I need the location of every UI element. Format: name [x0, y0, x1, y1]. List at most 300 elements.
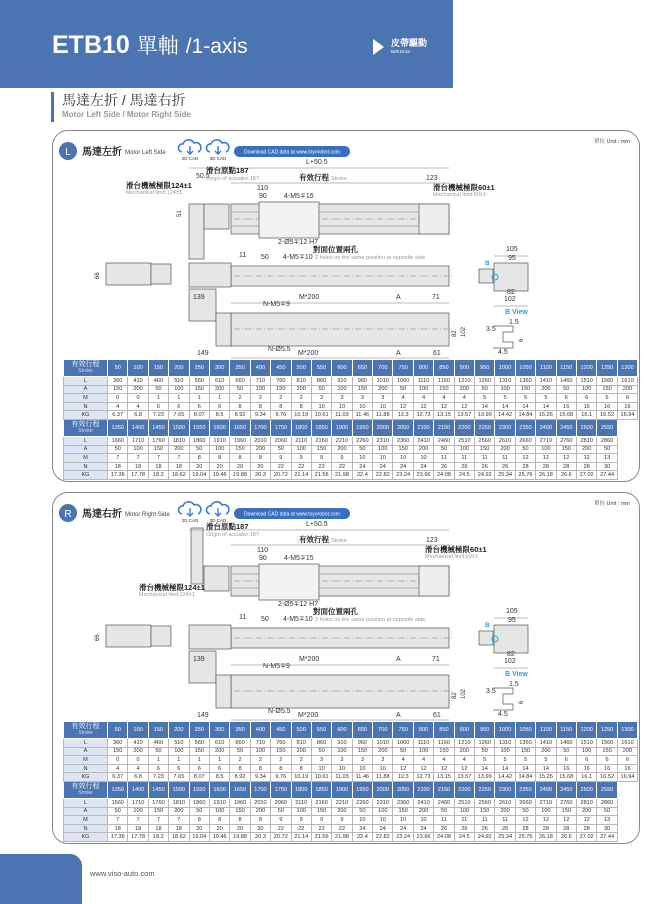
stroke-header-label: [64, 781, 108, 798]
table-cell: 860: [311, 377, 331, 386]
table-cell: 16: [617, 764, 637, 773]
table-cell: 2560: [475, 436, 495, 445]
download-cad-button[interactable]: [234, 508, 350, 519]
dim-label-d45: 4.5: [498, 349, 508, 356]
table-cell: 22: [311, 462, 331, 471]
table-cell: 100: [536, 807, 556, 816]
dim-label-bview: B View: [505, 671, 528, 678]
dim-label-m5-10: 4-M5∓10: [283, 254, 313, 261]
dim-label-d82s: 82: [452, 330, 458, 337]
table-cell: 11.03: [332, 773, 352, 782]
drive-zh: 皮帶驅動: [391, 38, 428, 48]
cloud-download-icon[interactable]: [206, 502, 228, 523]
table-cell: 6: [148, 402, 168, 411]
table-cell: 150: [352, 747, 372, 756]
table-cell: 26: [454, 462, 474, 471]
table-cell: 3: [352, 756, 372, 765]
table-cell: 28: [536, 462, 556, 471]
stroke-value: 800: [413, 722, 433, 739]
dim-label-d505: 50.5: [196, 173, 210, 180]
table-cell: 26: [495, 824, 515, 833]
table-cell: 10: [393, 816, 413, 825]
dim-label-d15: 1.5: [509, 319, 519, 326]
table-cell: 2010: [250, 798, 270, 807]
stroke-value: 450: [271, 360, 291, 377]
table-cell: 100: [495, 747, 515, 756]
motor-right-panel: [52, 492, 640, 844]
table-cell: 1110: [413, 739, 433, 748]
table-cell: 8: [250, 816, 270, 825]
table-cell: 12: [393, 764, 413, 773]
table-cell: 13.57: [454, 773, 474, 782]
dim-label-d110: 110: [257, 185, 269, 192]
stroke-value: 850: [434, 360, 454, 377]
table-cell: 2160: [311, 798, 331, 807]
table-row: [64, 402, 638, 411]
stroke-value: 1150: [556, 360, 576, 377]
stroke-value: 1450: [148, 419, 168, 436]
table-cell: 1760: [148, 798, 168, 807]
dim-label-stroke-en: Stroke: [331, 538, 347, 544]
table-cell: 9: [332, 816, 352, 825]
table-cell: 50: [108, 807, 128, 816]
table-cell: 2510: [454, 798, 474, 807]
stroke-value: 200: [169, 360, 189, 377]
table-cell: 12: [434, 402, 454, 411]
dim-label-d50: 50: [261, 616, 269, 623]
table-cell: 200: [250, 807, 270, 816]
table-cell: 8: [230, 816, 250, 825]
stroke-value: 600: [332, 722, 352, 739]
table-cell: 9: [291, 454, 311, 463]
table-cell: 50: [108, 445, 128, 454]
table-row: [64, 824, 638, 833]
table-cell: 50: [515, 807, 535, 816]
table-cell: 200: [576, 445, 596, 454]
table-cell: 2610: [495, 798, 515, 807]
actuator-side-body: [231, 628, 449, 648]
table-cell: 100: [291, 445, 311, 454]
table-cell: 11.88: [373, 773, 393, 782]
table-cell: 200: [495, 445, 515, 454]
table-cell: 1960: [230, 436, 250, 445]
table-cell: 2760: [556, 798, 576, 807]
table-cell: 10: [311, 764, 331, 773]
stroke-value: 1600: [209, 419, 229, 436]
table-cell: 100: [250, 747, 270, 756]
panel-title-en: Motor Right Side: [125, 512, 170, 518]
cloud-download-icon[interactable]: [206, 140, 228, 161]
table-cell: 13: [597, 816, 617, 825]
table-cell: 2710: [536, 436, 556, 445]
table-cell: 2660: [515, 436, 535, 445]
table-cell: 26.6: [556, 471, 576, 480]
table-cell: 7.65: [169, 773, 189, 782]
table-cell: 6.8: [128, 773, 148, 782]
table-cell: 9: [291, 816, 311, 825]
table-cell: 100: [536, 445, 556, 454]
stroke-value: 400: [250, 722, 270, 739]
table-cell: 21.98: [332, 471, 352, 480]
table-cell: 9.76: [271, 773, 291, 782]
table-cell: 2: [271, 394, 291, 403]
dim-label-opp-zh: 對面位置兩孔: [313, 607, 358, 616]
table-cell: 1060: [393, 739, 413, 748]
dim-label-d149: 149: [197, 350, 209, 357]
side-badge-letter: L: [65, 147, 71, 158]
table-cell: 18: [128, 824, 148, 833]
table-cell: 23.66: [413, 833, 433, 842]
row-label: KG: [64, 471, 108, 480]
table-cell: 12: [393, 402, 413, 411]
table-cell: 19.46: [209, 471, 229, 480]
stroke-value: 2100: [413, 781, 433, 798]
table-cell: 9.76: [271, 411, 291, 420]
table-cell: 22: [291, 462, 311, 471]
motor-flange-side: [151, 626, 171, 646]
dim-label-m5-10: 4-M5∓10: [283, 616, 313, 623]
stroke-header-row: [64, 781, 638, 798]
stroke-value: 1150: [556, 722, 576, 739]
dim-label-m200b: M*200: [298, 712, 319, 719]
download-cad-button[interactable]: [234, 146, 350, 157]
stroke-en: Stroke: [78, 789, 93, 796]
table-cell: 1: [189, 756, 209, 765]
table-cell: 12: [576, 454, 596, 463]
stroke-value: 650: [352, 360, 372, 377]
table-cell: 2610: [495, 436, 515, 445]
table-cell: 20: [230, 462, 250, 471]
stroke-value: 2300: [495, 781, 515, 798]
table-cell: 1: [209, 756, 229, 765]
table-cell: 50: [434, 807, 454, 816]
table-cell: 2360: [393, 798, 413, 807]
table-cell: 16.1: [576, 773, 596, 782]
table-cell: 1860: [189, 798, 209, 807]
table-cell: 16.94: [617, 411, 637, 420]
table-cell: 10.19: [291, 773, 311, 782]
page-header: [0, 0, 453, 88]
table-cell: 150: [434, 747, 454, 756]
table-cell: 19.88: [230, 471, 250, 480]
table-row: [64, 445, 638, 454]
stroke-value: 1250: [597, 722, 617, 739]
table-cell: 10.61: [311, 411, 331, 420]
table-cell: 11.88: [373, 411, 393, 420]
table-cell: 150: [230, 445, 250, 454]
table-cell: 13.99: [475, 773, 495, 782]
stroke-value: 2050: [393, 781, 413, 798]
table-cell: 150: [148, 807, 168, 816]
stroke-value: 1000: [495, 722, 515, 739]
table-cell: 22: [311, 824, 331, 833]
stroke-value: 2350: [515, 781, 535, 798]
axis-zh: 單軸: [136, 35, 179, 58]
table-cell: 21.98: [332, 833, 352, 842]
table-cell: 150: [475, 445, 495, 454]
table-row: [64, 747, 638, 756]
table-cell: 960: [352, 377, 372, 386]
table-cell: 28: [576, 824, 596, 833]
table-cell: 23.66: [413, 471, 433, 480]
motor-top: [191, 528, 203, 584]
table-cell: 10: [311, 402, 331, 411]
table-cell: 100: [454, 807, 474, 816]
table-cell: 20: [189, 824, 209, 833]
table-cell: 24: [373, 824, 393, 833]
cloud-download-icon[interactable]: [178, 502, 200, 523]
dim-label-d35: 3.5: [486, 326, 496, 333]
table-cell: 8.5: [209, 411, 229, 420]
table-cell: 28: [556, 462, 576, 471]
table-cell: 50: [515, 445, 535, 454]
stroke-value: 1800: [291, 781, 311, 798]
table-cell: 1810: [169, 436, 189, 445]
table-cell: 20.72: [271, 833, 291, 842]
table-cell: 24: [373, 462, 393, 471]
table-row: [64, 454, 638, 463]
stroke-en: Stroke: [78, 368, 93, 374]
table-cell: 1260: [475, 739, 495, 748]
axis-en: /1-axis: [185, 35, 248, 58]
table-cell: 1710: [128, 436, 148, 445]
dim-label-n55: N-Ø5.5: [268, 346, 291, 353]
table-cell: 2310: [373, 798, 393, 807]
table-cell: 24: [393, 824, 413, 833]
table-cell: 22.4: [352, 471, 372, 480]
dim-label-d11: 11: [239, 252, 247, 259]
table-cell: 1910: [209, 436, 229, 445]
table-cell: 200: [454, 747, 474, 756]
dim-label-d11: 11: [239, 614, 247, 621]
row-label: N: [64, 764, 108, 773]
table-cell: 6: [597, 756, 617, 765]
download-cad-label: Download CAD data at www.toyorobot.com: [244, 511, 340, 518]
table-cell: 150: [515, 385, 535, 394]
table-cell: 20: [230, 824, 250, 833]
table-cell: 4: [413, 756, 433, 765]
dim-label-d139: 139: [193, 656, 205, 663]
table-cell: 14: [475, 402, 495, 411]
table-cell: 200: [250, 445, 270, 454]
table-cell: 50: [230, 385, 250, 394]
table-cell: 8.92: [230, 773, 250, 782]
table-cell: 100: [291, 807, 311, 816]
stroke-value: 100: [128, 722, 148, 739]
table-cell: 3: [373, 394, 393, 403]
table-cell: 5: [475, 394, 495, 403]
table-cell: 2060: [271, 436, 291, 445]
table-cell: 7: [128, 454, 148, 463]
stroke-value: 2250: [475, 419, 495, 436]
table-cell: 1: [148, 756, 168, 765]
table-cell: 16: [576, 402, 596, 411]
stroke-value: 450: [271, 722, 291, 739]
dim-label-d102e: 102: [504, 296, 516, 303]
stroke-value: 1600: [209, 781, 229, 798]
row-label: KG: [64, 773, 108, 782]
table-cell: 100: [128, 807, 148, 816]
side-badge-letter: R: [64, 509, 72, 520]
table-cell: 17.36: [108, 833, 128, 842]
stroke-value: 1850: [311, 781, 331, 798]
table-cell: 1410: [536, 739, 556, 748]
motor-end: [479, 269, 493, 283]
stroke-value: 2150: [434, 781, 454, 798]
table-cell: 200: [128, 747, 148, 756]
table-cell: 50: [352, 807, 372, 816]
table-cell: 2060: [271, 798, 291, 807]
table-cell: 27.02: [576, 471, 596, 480]
table-cell: 18: [148, 462, 168, 471]
motor-end: [479, 631, 493, 645]
stroke-en: Stroke: [78, 427, 93, 434]
table-cell: 14: [515, 402, 535, 411]
row-label: L: [64, 739, 108, 748]
cad-label: 2D CAD: [181, 156, 199, 161]
table-cell: 7: [169, 816, 189, 825]
stroke-value: 500: [291, 722, 311, 739]
coupling-top: [204, 566, 229, 591]
slider-block: [259, 564, 319, 600]
table-cell: 18: [128, 462, 148, 471]
table-cell: 1160: [434, 739, 454, 748]
stroke-value: 2450: [556, 419, 576, 436]
table-cell: 22: [332, 824, 352, 833]
table-cell: 8: [209, 454, 229, 463]
table-cell: 16: [597, 402, 617, 411]
table-row: [64, 385, 638, 394]
table-cell: 5: [495, 756, 515, 765]
table-cell: 25.34: [495, 471, 515, 480]
stroke-value: 2100: [413, 419, 433, 436]
stroke-value: 1500: [169, 419, 189, 436]
table-cell: 1660: [108, 436, 128, 445]
table-cell: 200: [291, 385, 311, 394]
stroke-value: 950: [475, 360, 495, 377]
row-label: L: [64, 798, 108, 807]
table-cell: 1510: [576, 739, 596, 748]
table-cell: 4: [393, 394, 413, 403]
table-cell: 27.02: [576, 833, 596, 842]
stroke-value: 50: [108, 360, 128, 377]
table-cell: 13.15: [434, 411, 454, 420]
cloud-download-icon[interactable]: [178, 140, 200, 161]
table-cell: 100: [128, 445, 148, 454]
stroke-value: 250: [189, 360, 209, 377]
table-cell: 10: [373, 454, 393, 463]
table-cell: 150: [311, 807, 331, 816]
table-cell: 410: [128, 377, 148, 386]
stroke-value: 2550: [597, 419, 617, 436]
table-cell: 7: [128, 816, 148, 825]
table-cell: 4: [128, 764, 148, 773]
table-cell: 200: [128, 385, 148, 394]
table-cell: 28: [515, 824, 535, 833]
dim-label-m200a: M*200: [299, 656, 320, 663]
table-cell: 2860: [597, 436, 617, 445]
table-cell: 8: [291, 402, 311, 411]
table-row: [64, 739, 638, 748]
table-cell: 14.84: [515, 773, 535, 782]
slider-block: [259, 202, 319, 238]
table-cell: 24.92: [475, 833, 495, 842]
table-cell: 8: [209, 816, 229, 825]
table-cell: 26: [434, 462, 454, 471]
table-cell: 16.52: [597, 411, 617, 420]
table-cell: 12: [454, 764, 474, 773]
table-row: [64, 833, 638, 842]
dim-label-bview: B View: [505, 309, 528, 316]
table-cell: 100: [209, 807, 229, 816]
unit-label: 單位 Unit : mm: [593, 501, 630, 507]
page-title: [52, 30, 248, 60]
table-cell: 12.73: [413, 411, 433, 420]
table-cell: 50: [352, 445, 372, 454]
table-cell: 20.3: [250, 833, 270, 842]
table-cell: 16: [576, 764, 596, 773]
table-cell: 1: [189, 394, 209, 403]
row-label: N: [64, 462, 108, 471]
table-cell: 1560: [597, 377, 617, 386]
stroke-value: 500: [291, 360, 311, 377]
table-cell: 200: [617, 747, 637, 756]
table-cell: 14: [536, 402, 556, 411]
dim-label-d50: 50: [261, 254, 269, 261]
table-cell: 7: [108, 454, 128, 463]
table-cell: 6: [556, 756, 576, 765]
table-cell: 25.34: [495, 833, 515, 842]
table-cell: 22: [271, 824, 291, 833]
table-cell: 1: [169, 756, 189, 765]
table-cell: 21.56: [311, 833, 331, 842]
stroke-value: 800: [413, 360, 433, 377]
table-cell: 1210: [454, 739, 474, 748]
table-cell: 7: [148, 816, 168, 825]
table-cell: 100: [209, 445, 229, 454]
table-cell: 27.44: [597, 833, 617, 842]
drive-en: Belt Drive: [391, 49, 411, 54]
table-cell: 2: [291, 756, 311, 765]
table-cell: 50: [230, 747, 250, 756]
table-cell: 6.37: [108, 773, 128, 782]
table-cell: 1960: [230, 798, 250, 807]
table-cell: 510: [169, 739, 189, 748]
table-cell: 150: [393, 807, 413, 816]
footer-block: [0, 854, 82, 904]
stroke-value: 550: [311, 360, 331, 377]
table-cell: 50: [597, 807, 617, 816]
table-cell: 3: [373, 756, 393, 765]
table-cell: 22.82: [373, 833, 393, 842]
table-cell: 8: [291, 764, 311, 773]
dim-label-m200b: M*200: [298, 350, 319, 357]
table-cell: 10.61: [311, 773, 331, 782]
row-label: M: [64, 756, 108, 765]
table-cell: 1310: [495, 739, 515, 748]
table-cell: 2: [250, 394, 270, 403]
stroke-value: 1050: [515, 722, 535, 739]
stroke-value: 2400: [536, 419, 556, 436]
row-label: A: [64, 445, 108, 454]
stroke-value: 2150: [434, 419, 454, 436]
dim-label-nm5: N-M5∓9: [263, 301, 290, 308]
dim-label-mlim60-en: Mechanical limit:60±1: [433, 192, 486, 198]
table-row: [64, 816, 638, 825]
table-cell: 7: [148, 454, 168, 463]
stroke-value: 1450: [148, 781, 168, 798]
stroke-value: 2200: [454, 781, 474, 798]
